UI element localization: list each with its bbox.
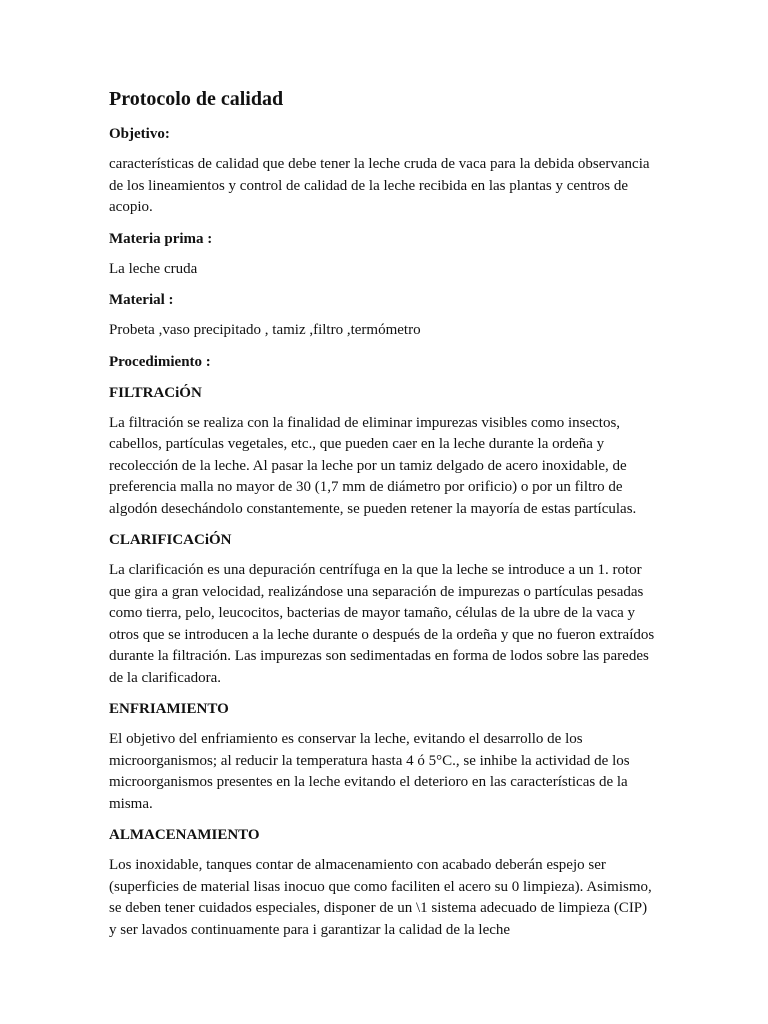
enfriamiento-paragraph: El objetivo del enfriamiento es conservar la leche, evitando el desarrollo de los microorganismos; al reducir la temperatura hasta 4 ó 5°C., se inhibe la actividad de los microorganismos presentes en la leche evitando el deterioro en las características de la misma. bbox=[109, 731, 630, 812]
filtracion-heading: FILTRACiÓN bbox=[109, 384, 202, 401]
clarificacion-heading: CLARIFICACiÓN bbox=[109, 532, 232, 548]
document-title: Protocolo de calidad bbox=[109, 88, 284, 110]
materia-prima-heading: Materia prima : bbox=[109, 230, 213, 247]
materia-prima-paragraph: La leche cruda bbox=[109, 260, 198, 277]
objetivo-heading: Objetivo: bbox=[109, 126, 170, 142]
document-page bbox=[109, 84, 657, 950]
almacenamiento-paragraph: Los inoxidable, tanques contar de almacenamiento con acabado deberán espejo ser (superficies de material lisas inocuo que como faciliten el acero su 0 limpieza). Asimismo, se deben tener cuidados especiales, disponer de un \1 sistema adecuado de limpieza (CIP) y ser lavados continuamente para i garantizar la calidad de la leche bbox=[109, 857, 652, 938]
almacenamiento-heading: ALMACENAMIENTO bbox=[109, 827, 260, 843]
clarificacion-paragraph: La clarificación es una depuración centrífuga en la que la leche se introduce a un 1. rotor que gira a gran velocidad, realizándose una separación de impurezas o partículas pesadas como tierra, pelo, leucocitos, bacterias de mayor tamaño, células de la ubre de la vaca y otros que se introducen a la leche durante o después de la ordeña y que no fueron extraídos durante la filtración. Las impurezas son sedimentadas en forma de lodos sobre las paredes de la clarificadora. bbox=[109, 562, 655, 686]
procedimiento-heading: Procedimiento : bbox=[109, 353, 211, 370]
objetivo-paragraph: características de calidad que debe tener la leche cruda de vaca para la debida observancia de los lineamientos y control de calidad de la leche recibida en las plantas y centros de acopio. bbox=[109, 156, 650, 215]
filtracion-paragraph: La filtración se realiza con la finalidad de eliminar impurezas visibles como insectos, cabellos, partículas vegetales, etc., que pueden caer en la leche durante la ordeña y recolección de la leche. Al pasar la leche por un tamiz delgado de acero inoxidable, de preferencia malla no mayor de 30 (1,7 mm de diámetro por orificio) o por un filtro de algodón desechándolo constantemente, se pueden retener la mayoría de estas partículas. bbox=[109, 414, 637, 517]
enfriamiento-heading: ENFRIAMIENTO bbox=[109, 701, 229, 717]
material-heading: Material : bbox=[109, 292, 174, 308]
material-paragraph: Probeta ,vaso precipitado , tamiz ,filtro ,termómetro bbox=[109, 322, 421, 338]
